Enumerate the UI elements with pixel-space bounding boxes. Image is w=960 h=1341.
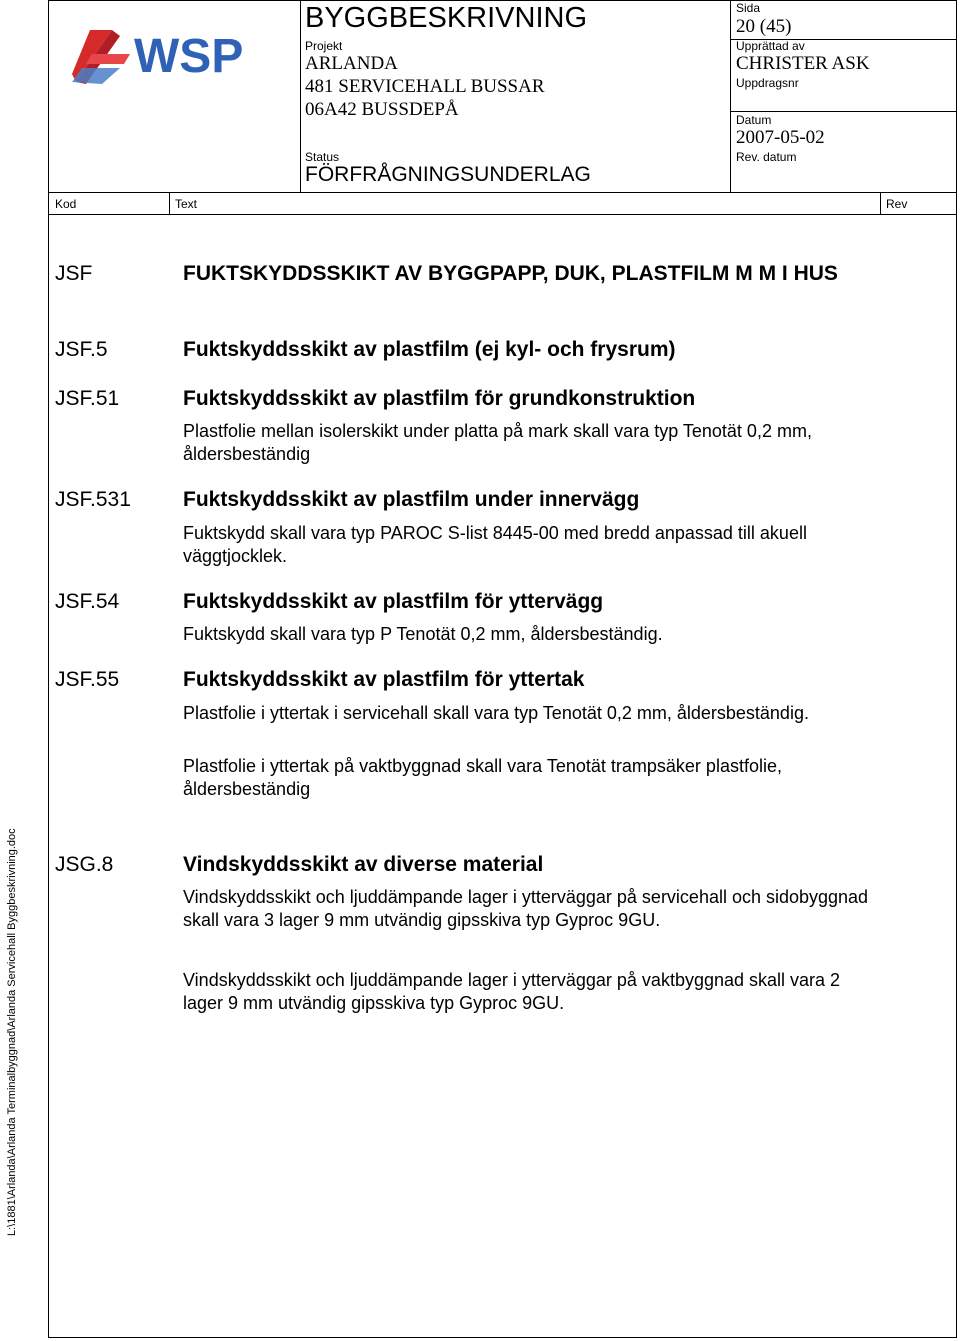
wsp-logo xyxy=(72,24,262,88)
datum-label: Datum xyxy=(736,113,772,127)
divider xyxy=(49,192,957,193)
section-heading: FUKTSKYDDSSKIKT AV BYGGPAPP, DUK, PLASTFILM M M I HUS xyxy=(183,262,838,285)
section-heading: Fuktskyddsskikt av plastfilm för yttervägg xyxy=(183,590,604,613)
section-code: JSF.54 xyxy=(55,590,120,613)
uppdragsnr-label: Uppdragsnr xyxy=(736,76,799,90)
section-code: JSF.51 xyxy=(55,387,120,410)
upprattad-label: Upprättad av xyxy=(736,39,805,53)
section-code: JSG.8 xyxy=(55,853,114,876)
sida-label: Sida xyxy=(736,1,761,15)
section-body: Plastfolie i yttertak på vaktbyggnad skall vara Tenotät trampsäker plastfolie, åldersbeständig xyxy=(183,756,782,799)
section-body: Fuktskydd skall vara typ P Tenotät 0,2 mm, åldersbeständig. xyxy=(183,624,663,644)
divider xyxy=(300,0,301,192)
section-heading: Fuktskyddsskikt av plastfilm för grundkonstruktion xyxy=(183,387,696,410)
section-body: Plastfolie mellan isolerskikt under platta på mark skall vara typ Tenotät 0,2 mm, åldersbeständig xyxy=(183,421,812,464)
divider xyxy=(880,192,881,214)
column-rev: Rev xyxy=(886,197,908,211)
svg-text:WSP: WSP xyxy=(134,30,244,83)
section-code: JSF.5 xyxy=(55,338,108,361)
section-heading: Fuktskyddsskikt av plastfilm (ej kyl- och frysrum) xyxy=(183,338,676,361)
section-body: Vindskyddsskikt och ljuddämpande lager i ytterväggar på vaktbyggnad skall vara 2 lager 9 mm utvändig gipsskiva typ Gyproc 9GU. xyxy=(183,970,841,1013)
divider xyxy=(731,111,957,112)
datum-value: 2007-05-02 xyxy=(736,127,825,148)
document-title: BYGGBESKRIVNING xyxy=(305,2,588,34)
revdatum-label: Rev. datum xyxy=(736,150,797,164)
section-code: JSF xyxy=(55,262,93,285)
column-text: Text xyxy=(175,197,198,211)
section-body: Fuktskydd skall vara typ PAROC S-list 8445-00 med bredd anpassad till akuell väggtjocklek. xyxy=(183,523,807,566)
section-heading: Fuktskyddsskikt av plastfilm under innervägg xyxy=(183,488,640,511)
section-heading: Vindskyddsskikt av diverse material xyxy=(183,853,544,876)
divider xyxy=(49,214,957,215)
section-heading: Fuktskyddsskikt av plastfilm för yttertak xyxy=(183,668,585,691)
column-kod: Kod xyxy=(55,197,77,211)
projekt-line: 06A42 BUSSDEPÅ xyxy=(305,99,459,120)
status-label: Status xyxy=(305,150,340,164)
divider xyxy=(169,192,170,214)
section-code: JSF.55 xyxy=(55,668,120,691)
wsp-logo-graphic xyxy=(72,24,262,88)
status-value: FÖRFRÅGNINGSUNDERLAG xyxy=(305,163,591,186)
section-body: Vindskyddsskikt och ljuddämpande lager i ytterväggar på servicehall och sidobyggnad skall vara 3 lager 9 mm utvändig gipsskiva typ Gyproc 9GU. xyxy=(183,887,869,930)
divider xyxy=(730,0,731,192)
section-code: JSF.531 xyxy=(55,488,131,511)
sida-value: 20 (45) xyxy=(736,16,792,37)
upprattad-value: CHRISTER ASK xyxy=(736,53,870,74)
projekt-line: ARLANDA xyxy=(305,53,398,74)
side-file-path: L:\1881\Arlanda\Arlanda Terminalbyggnad\Arlanda Servicehall Byggbeskrivning.doc xyxy=(6,828,18,1236)
section-body: Plastfolie i yttertak i servicehall skall vara typ Tenotät 0,2 mm, åldersbeständig. xyxy=(183,703,809,723)
projekt-label: Projekt xyxy=(305,39,343,53)
projekt-line: 481 SERVICEHALL BUSSAR xyxy=(305,76,545,97)
